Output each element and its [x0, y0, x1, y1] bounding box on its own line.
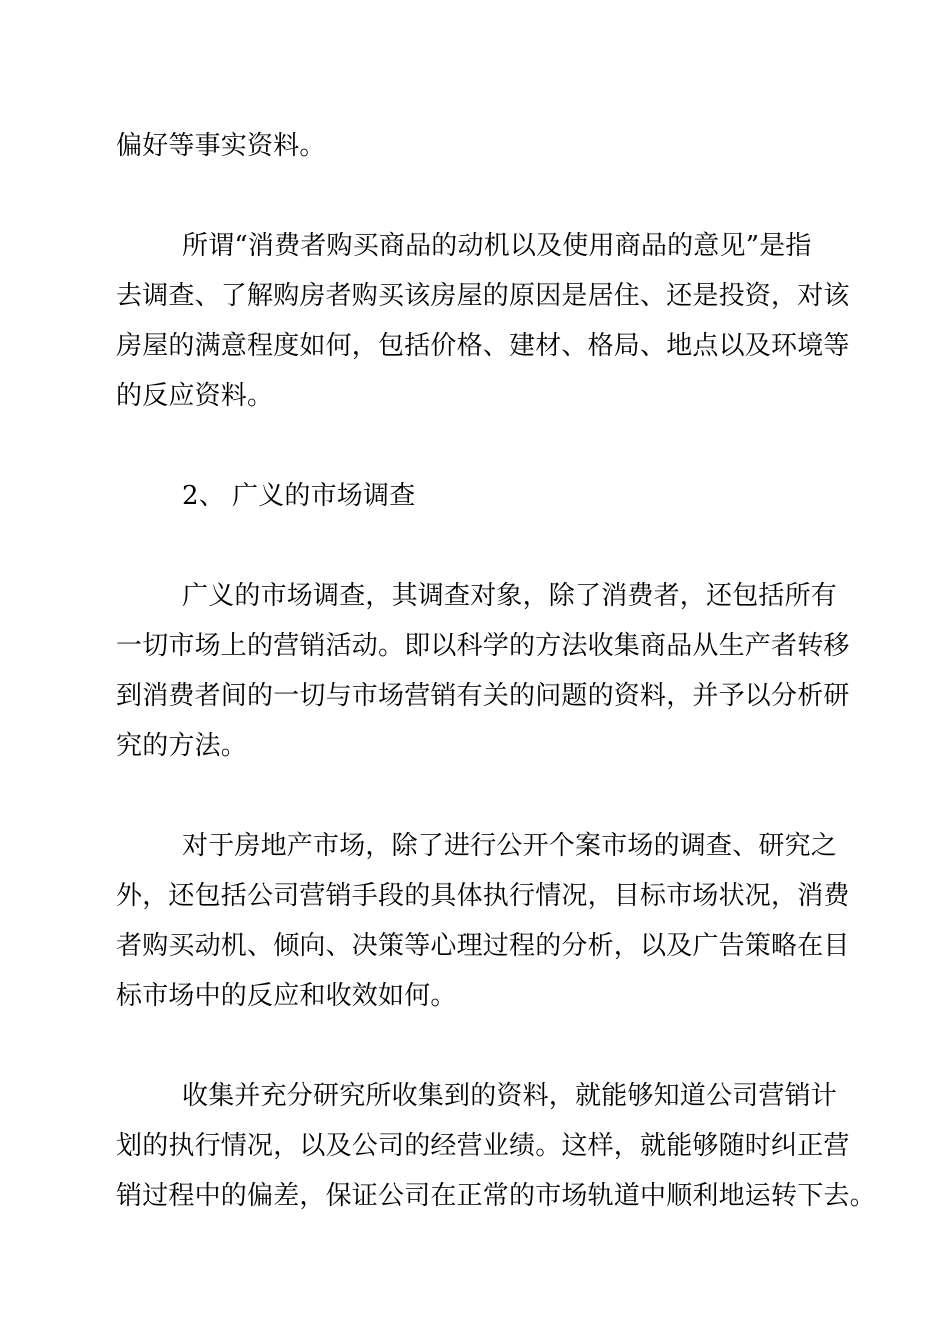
paragraph-data-collection: [116, 1071, 876, 1221]
text-line: 一切市场上的营销活动。即以科学的方法收集商品从生产者转移: [116, 631, 850, 661]
text-line: 者购买动机、倾向、决策等心理过程的分析，以及广告策略在目: [116, 931, 850, 961]
text-line: 广义的市场调查，其调查对象，除了消费者，还包括所有: [182, 581, 838, 611]
heading-line: [116, 471, 856, 521]
text-line: 销过程中的偏差，保证公司在正常的市场轨道中顺利地运转下去。: [116, 1181, 876, 1211]
text-line: 究的方法。: [116, 731, 248, 761]
text-line: 划的执行情况，以及公司的经营业绩。这样，就能够随时纠正营: [116, 1131, 850, 1161]
paragraph-consumer-motivation: [116, 221, 856, 421]
paragraph-real-estate-market: [116, 821, 856, 1021]
heading-text: 广义的市场调查: [232, 481, 416, 511]
text-line: 标市场中的反应和收效如何。: [116, 981, 457, 1011]
section-heading: [116, 471, 856, 521]
paragraph-broad-research: [116, 571, 856, 771]
text-line: 所谓“消费者购买商品的动机以及使用商品的意见”是指: [182, 231, 812, 261]
text-line: 对于房地产市场，除了进行公开个案市场的调查、研究之: [182, 831, 838, 861]
paragraph-continuation: [116, 121, 856, 171]
text-line: 到消费者间的一切与市场营销有关的问题的资料，并予以分析研: [116, 681, 850, 711]
text-line: 收集并充分研究所收集到的资料，就能够知道公司营销计: [182, 1081, 838, 1111]
text-line: 的反应资料。: [116, 381, 274, 411]
heading-number: 2、: [182, 481, 225, 511]
text-line: 房屋的满意程度如何，包括价格、建材、格局、地点以及环境等: [116, 331, 850, 361]
text-line: 偏好等事实资料。: [116, 131, 326, 161]
text-line: 去调查、了解购房者购买该房屋的原因是居住、还是投资，对该: [116, 281, 850, 311]
text-line: 外，还包括公司营销手段的具体执行情况，目标市场状况，消费: [116, 881, 850, 911]
